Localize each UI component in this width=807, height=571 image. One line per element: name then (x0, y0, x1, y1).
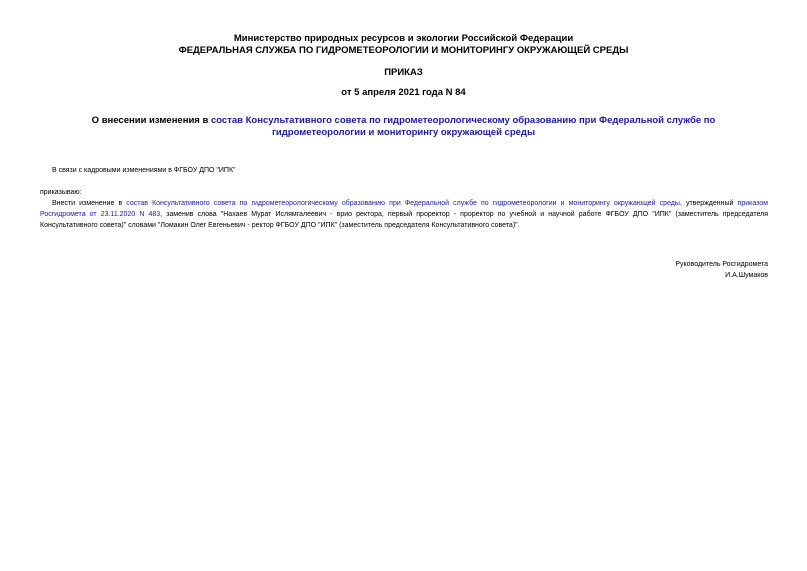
item-rest: , заменив слова "Нахаев Мурат Ислямгалеевич - врио ректора, первый проректор - проректор по учебной и научной работе ФГБОУ ДПО "ИПК" (заместитель председателя Консультативного совета)" словами "Ломакин Олег Евгеньевич - ректор ФГБОУ ДПО "ИПК" (заместитель председателя Консультативного совета)". (40, 211, 769, 229)
item-prefix: Внести изменение в (52, 200, 127, 207)
item-link-council[interactable]: состав Консультативного совета по гидрометеорологическому образованию при Федеральной службе по гидрометеорологии и мониторингу окружающей среды (126, 200, 680, 207)
doc-type-heading: ПРИКАЗ (384, 67, 423, 78)
item-mid: , утвержденный (679, 200, 738, 207)
preamble-text: В связи с кадровыми изменениями в ФГБОУ ДПО "ИПК" (52, 167, 236, 174)
title-link[interactable]: состав Консультативного совета по гидрометеорологическому образованию при Федеральной службе по гидрометеорологии и мониторингу окружающей среды (210, 115, 716, 138)
date-line: от 5 апреля 2021 года N 84 (341, 87, 466, 98)
service-heading: ФЕДЕРАЛЬНАЯ СЛУЖБА ПО ГИДРОМЕТЕОРОЛОГИИ И МОНИТОРИНГУ ОКРУЖАЮЩЕЙ СРЕДЫ (178, 45, 629, 56)
item-link-order[interactable]: приказом Росгидромета от 23.11.2020 N 483 (40, 200, 768, 218)
order-item (40, 198, 768, 231)
ministry-heading: Министерство природных ресурсов и экологии Российской Федерации (233, 33, 574, 44)
signature-position: Руководитель Росгидромета (675, 261, 768, 268)
signature-name: И.А.Шумаков (725, 272, 768, 279)
title-prefix: О внесении изменения в (91, 115, 211, 126)
order-word: приказываю: (40, 189, 82, 196)
document-title (50, 115, 757, 139)
